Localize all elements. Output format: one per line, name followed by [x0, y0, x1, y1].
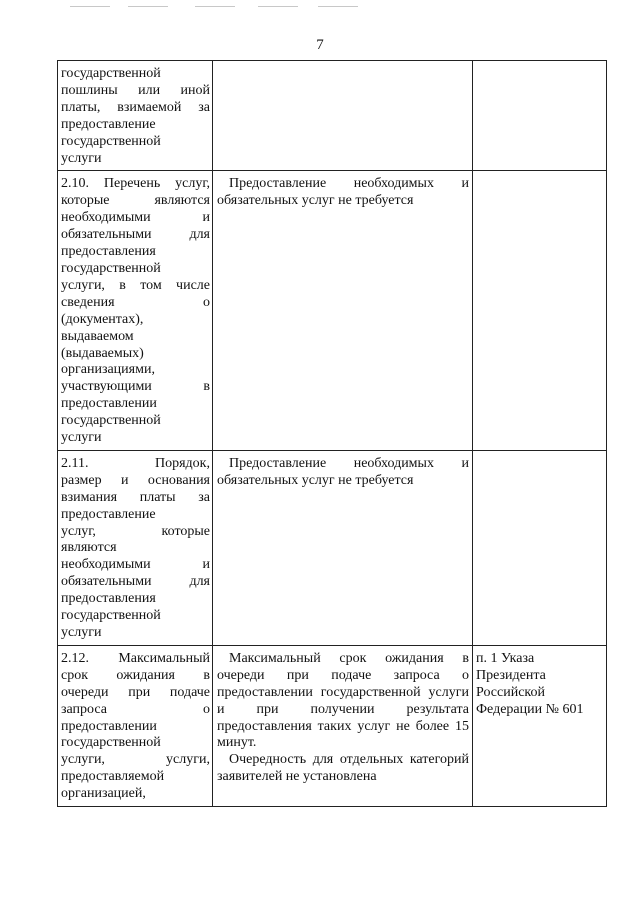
requirement-line: сведения о	[61, 294, 210, 310]
requirement-line: услуги	[61, 430, 102, 446]
table-row	[58, 61, 607, 171]
requirement-line: 2.10. Перечень услуг,	[61, 176, 210, 192]
content-paragraph: Предоставление необходимых и обязательных услуг не требуется	[217, 176, 469, 209]
requirement-line: (документах),	[61, 311, 144, 327]
scan-artifact	[258, 6, 298, 7]
requirement-line: государственной	[61, 133, 161, 149]
requirement-line: предоставления	[61, 244, 156, 260]
requirement-line: государственной	[61, 66, 161, 81]
requirement-line: срок ожидания в	[61, 667, 210, 683]
requirement-line: платы, взимаемой за	[61, 99, 210, 115]
requirement-line: государственной	[61, 735, 161, 751]
requirement-line: услуги, в том числе	[61, 277, 210, 293]
requirement-line: обязательными для	[61, 227, 210, 243]
requirement-line: услуг, которые	[61, 523, 210, 539]
scan-artifact	[128, 6, 168, 7]
content-cell	[213, 645, 473, 806]
requirement-cell	[58, 61, 213, 171]
requirement-line: государственной	[61, 413, 161, 429]
requirement-line: запроса о	[61, 701, 210, 717]
requirement-line: необходимыми и	[61, 557, 210, 573]
table-body	[58, 61, 607, 807]
table-row	[58, 171, 607, 451]
requirement-line: услуги	[61, 150, 102, 166]
legal-basis-cell	[473, 171, 607, 451]
requirement-line: предоставление	[61, 116, 156, 132]
requirement-line: которые являются	[61, 193, 210, 209]
requirement-line: необходимыми и	[61, 210, 210, 226]
requirement-line: услуги	[61, 625, 102, 640]
scan-artifact	[70, 6, 110, 7]
requirement-line: организациями,	[61, 362, 155, 378]
legal-basis-cell	[473, 61, 607, 171]
requirement-line: являются	[61, 540, 117, 556]
requirement-cell	[58, 171, 213, 451]
requirement-line: предоставлении	[61, 396, 157, 412]
page-number: 7	[316, 37, 324, 53]
requirement-line: пошлины или иной	[61, 82, 210, 98]
requirement-line: обязательными для	[61, 574, 210, 590]
requirement-line: (выдаваемых)	[61, 345, 144, 361]
requirement-line: организацией,	[61, 786, 146, 802]
legal-basis-cell	[473, 450, 607, 645]
requirement-cell	[58, 450, 213, 645]
table-row	[58, 645, 607, 806]
content-cell	[213, 61, 473, 171]
legal-basis-cell: п. 1 Указа Президента Российской Федерации № 601	[473, 645, 607, 806]
requirement-line: государственной	[61, 260, 161, 276]
requirement-line: услуги, услуги,	[61, 752, 210, 768]
content-paragraph: Предоставление необходимых и обязательных услуг не требуется	[217, 455, 469, 488]
requirement-line: очереди при подаче	[61, 684, 210, 700]
requirement-line: предоставление	[61, 506, 156, 522]
requirement-line: государственной	[61, 608, 161, 624]
requirement-line: предоставляемой	[61, 769, 165, 785]
content-paragraph: Максимальный срок ожидания в очереди при подаче запроса о предоставлении государственной услуги и при получении результата предоставления таких услуг не более 15 минут.	[217, 650, 469, 751]
requirement-line: предоставлении	[61, 718, 157, 734]
requirement-line: размер и основания	[61, 472, 210, 488]
requirement-line: выдаваемом	[61, 328, 134, 344]
requirement-line: взимания платы за	[61, 489, 210, 505]
regulation-table	[57, 60, 607, 807]
scan-artifact	[318, 6, 358, 7]
table-row	[58, 450, 607, 645]
requirement-line: участвующими в	[61, 379, 210, 395]
content-paragraph: Очередность для отдельных категорий заявителей не установлена	[217, 752, 469, 785]
content-cell	[213, 450, 473, 645]
requirement-line: 2.12. Максимальный	[61, 650, 210, 666]
requirement-cell	[58, 645, 213, 806]
scan-artifact	[195, 6, 235, 7]
content-cell	[213, 171, 473, 451]
requirement-line: 2.11. Порядок,	[61, 455, 210, 471]
requirement-line: предоставления	[61, 591, 156, 607]
